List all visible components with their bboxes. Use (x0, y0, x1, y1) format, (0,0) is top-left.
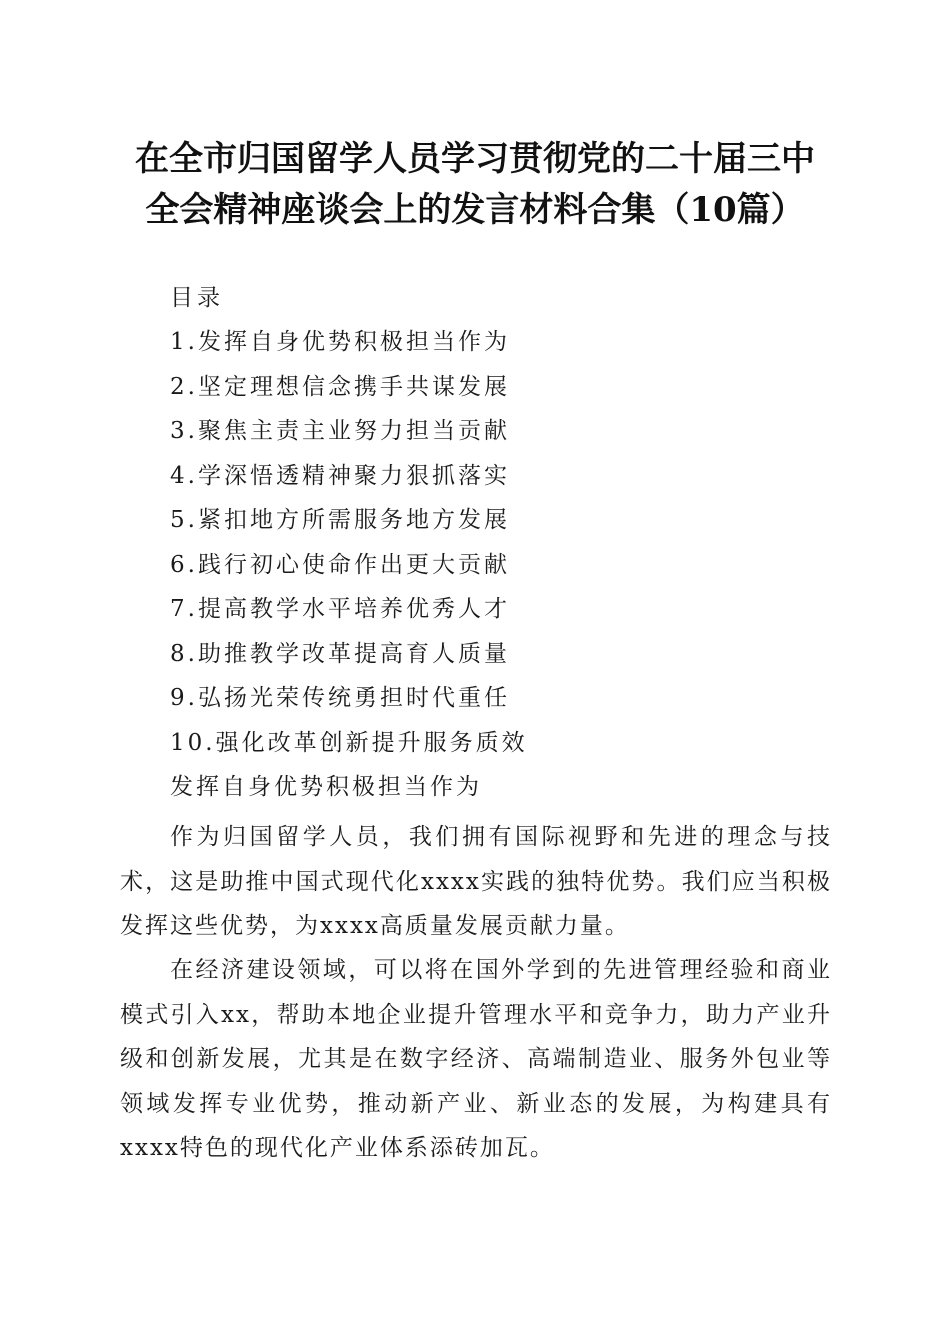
toc-item: 5.紧扣地方所需服务地方发展 (170, 507, 510, 533)
toc-item: 10.强化改革创新提升服务质效 (170, 730, 528, 756)
toc-heading: 目录 (170, 285, 224, 311)
document-title-line-1: 在全市归国留学人员学习贯彻党的二十届三中 (135, 139, 815, 179)
body-paragraph: 在经济建设领域，可以将在国外学到的先进管理经验和商业模式引入xx，帮助本地企业提升管理水平和竞争力，助力产业升级和创新发展，尤其是在数字经济、高端制造业、服务外包业等领域发挥专业优势，推动新产业、新业态的发展，为构建具有xxxx特色的现代化产业体系添砖加瓦。 (120, 957, 832, 1161)
toc-item: 8.助推教学改革提高育人质量 (170, 641, 510, 667)
toc-item: 4.学深悟透精神聚力狠抓落实 (170, 463, 510, 489)
toc-item: 3.聚焦主责主业努力担当贡献 (170, 418, 510, 444)
section-title: 发挥自身优势积极担当作为 (170, 774, 482, 800)
toc-item: 1.发挥自身优势积极担当作为 (170, 329, 510, 355)
toc-item: 6.践行初心使命作出更大贡献 (170, 552, 510, 578)
toc-item: 2.坚定理想信念携手共谋发展 (170, 374, 510, 400)
document-title-line-2: 全会精神座谈会上的发言材料合集（10篇） (145, 190, 805, 230)
toc-item: 7.提高教学水平培养优秀人才 (170, 596, 510, 622)
toc-item: 9.弘扬光荣传统勇担时代重任 (170, 685, 510, 711)
body-paragraph: 作为归国留学人员，我们拥有国际视野和先进的理念与技术，这是助推中国式现代化xxxx实践的独特优势。我们应当积极发挥这些优势，为xxxx高质量发展贡献力量。 (120, 824, 832, 939)
